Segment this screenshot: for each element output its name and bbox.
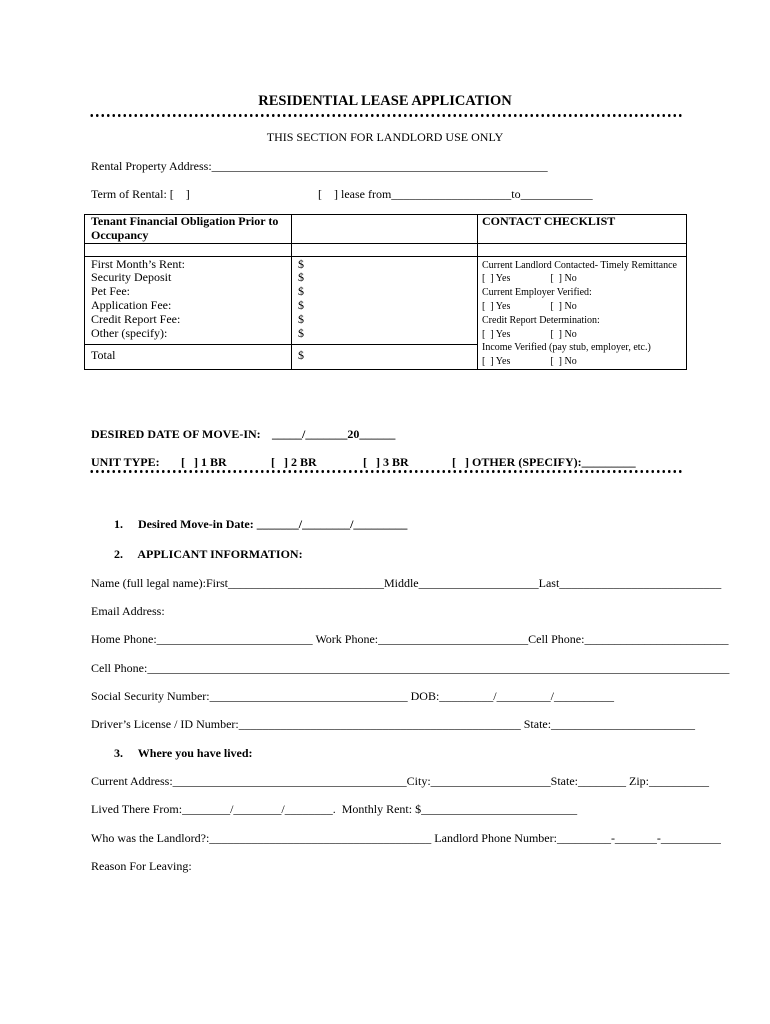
fee-amount-pet[interactable]: $ xyxy=(298,284,304,299)
section-2-heading: 2. APPLICANT INFORMATION: xyxy=(114,547,303,561)
phone-fields[interactable]: Home Phone:__________________________ Work Phone:_________________________Cell Phone:________________________ xyxy=(91,632,729,646)
contact-checklist xyxy=(478,256,687,369)
reason-leaving-field[interactable]: Reason For Leaving: xyxy=(91,859,192,873)
fee-amount-credit[interactable]: $ xyxy=(298,311,304,326)
ssn-dob-field[interactable]: Social Security Number:_________________________________ DOB:_________/_________/__________ xyxy=(91,689,614,703)
name-field[interactable]: Name (full legal name):First__________________________Middle____________________Last___________________________ xyxy=(91,576,722,590)
unit-type-3br[interactable]: [ ] 3 BR xyxy=(363,455,409,469)
dotted-divider xyxy=(89,113,683,118)
fee-label-other: Other (specify): xyxy=(91,325,168,340)
checklist-income: Income Verified (pay stub, employer, etc.) xyxy=(482,342,651,354)
landlord-use-note: THIS SECTION FOR LANDLORD USE ONLY xyxy=(266,130,504,144)
fee-amount-security[interactable]: $ xyxy=(298,270,304,285)
checklist-landlord-yes-no[interactable]: [ ] Yes [ ] No xyxy=(482,273,577,285)
license-field[interactable]: Driver’s License / ID Number:_______________________________________________ State:________________________ xyxy=(91,717,696,731)
fee-label-security: Security Deposit xyxy=(91,270,172,285)
fee-amount-first-month[interactable]: $ xyxy=(298,256,304,271)
move-in-date-field[interactable]: _____/_______20______ xyxy=(272,427,396,441)
lease-dates-field[interactable]: [ ] lease from____________________to____________ xyxy=(318,187,593,201)
checklist-credit: Credit Report Determination: xyxy=(482,314,600,326)
fee-label-credit: Credit Report Fee: xyxy=(91,311,181,326)
move-in-label: DESIRED DATE OF MOVE-IN: xyxy=(91,427,261,441)
contact-checklist-header: CONTACT CHECKLIST xyxy=(478,215,687,244)
landlord-field[interactable]: Who was the Landlord?:_____________________________________ Landlord Phone Number:_________-_______-__________ xyxy=(91,831,721,845)
unit-type-1br[interactable]: [ ] 1 BR xyxy=(181,455,227,469)
unit-type-label: UNIT TYPE: xyxy=(91,455,160,469)
fee-label-pet: Pet Fee: xyxy=(91,284,130,299)
term-of-rental-field[interactable]: Term of Rental: [ ] xyxy=(91,187,190,201)
fee-amounts[interactable] xyxy=(292,256,478,344)
cell-phone-field[interactable]: Cell Phone:_________________________________________________________________________________________________ xyxy=(91,661,730,675)
rental-property-field[interactable]: Rental Property Address:________________________________________________________ xyxy=(91,159,548,173)
lived-there-field[interactable]: Lived There From:________/________/________. Monthly Rent: $__________________________ xyxy=(91,802,578,816)
fee-label-first-month: First Month’s Rent: xyxy=(91,256,186,271)
checklist-credit-yes-no[interactable]: [ ] Yes [ ] No xyxy=(482,328,577,340)
checklist-income-yes-no[interactable]: [ ] Yes [ ] No xyxy=(482,356,577,368)
email-field[interactable]: Email Address: xyxy=(91,604,165,618)
fee-labels xyxy=(85,256,292,344)
fee-amount-application[interactable]: $ xyxy=(298,297,304,312)
page-title: RESIDENTIAL LEASE APPLICATION xyxy=(258,93,512,109)
checklist-employer-yes-no[interactable]: [ ] Yes [ ] No xyxy=(482,300,577,312)
checklist-employer: Current Employer Verified: xyxy=(482,287,592,299)
checklist-landlord: Current Landlord Contacted- Timely Remittance xyxy=(482,259,677,271)
section-1-move-in[interactable]: 1. Desired Move-in Date: _______/________/_________ xyxy=(114,517,408,531)
financial-obligation-table xyxy=(84,214,687,370)
financial-header: Tenant Financial Obligation Prior to Occupancy xyxy=(85,215,292,244)
total-amount[interactable]: $ xyxy=(292,344,478,369)
unit-type-2br[interactable]: [ ] 2 BR xyxy=(271,455,317,469)
dotted-divider xyxy=(89,469,683,474)
fee-amount-other[interactable]: $ xyxy=(298,325,304,340)
unit-type-other[interactable]: [ ] OTHER (SPECIFY):_________ xyxy=(452,455,636,469)
fee-label-application: Application Fee: xyxy=(91,297,172,312)
section-3-heading: 3. Where you have lived: xyxy=(114,746,253,760)
total-label: Total xyxy=(85,344,292,369)
current-address-field[interactable]: Current Address:_______________________________________City:____________________State:________ Zip:__________ xyxy=(91,774,709,788)
